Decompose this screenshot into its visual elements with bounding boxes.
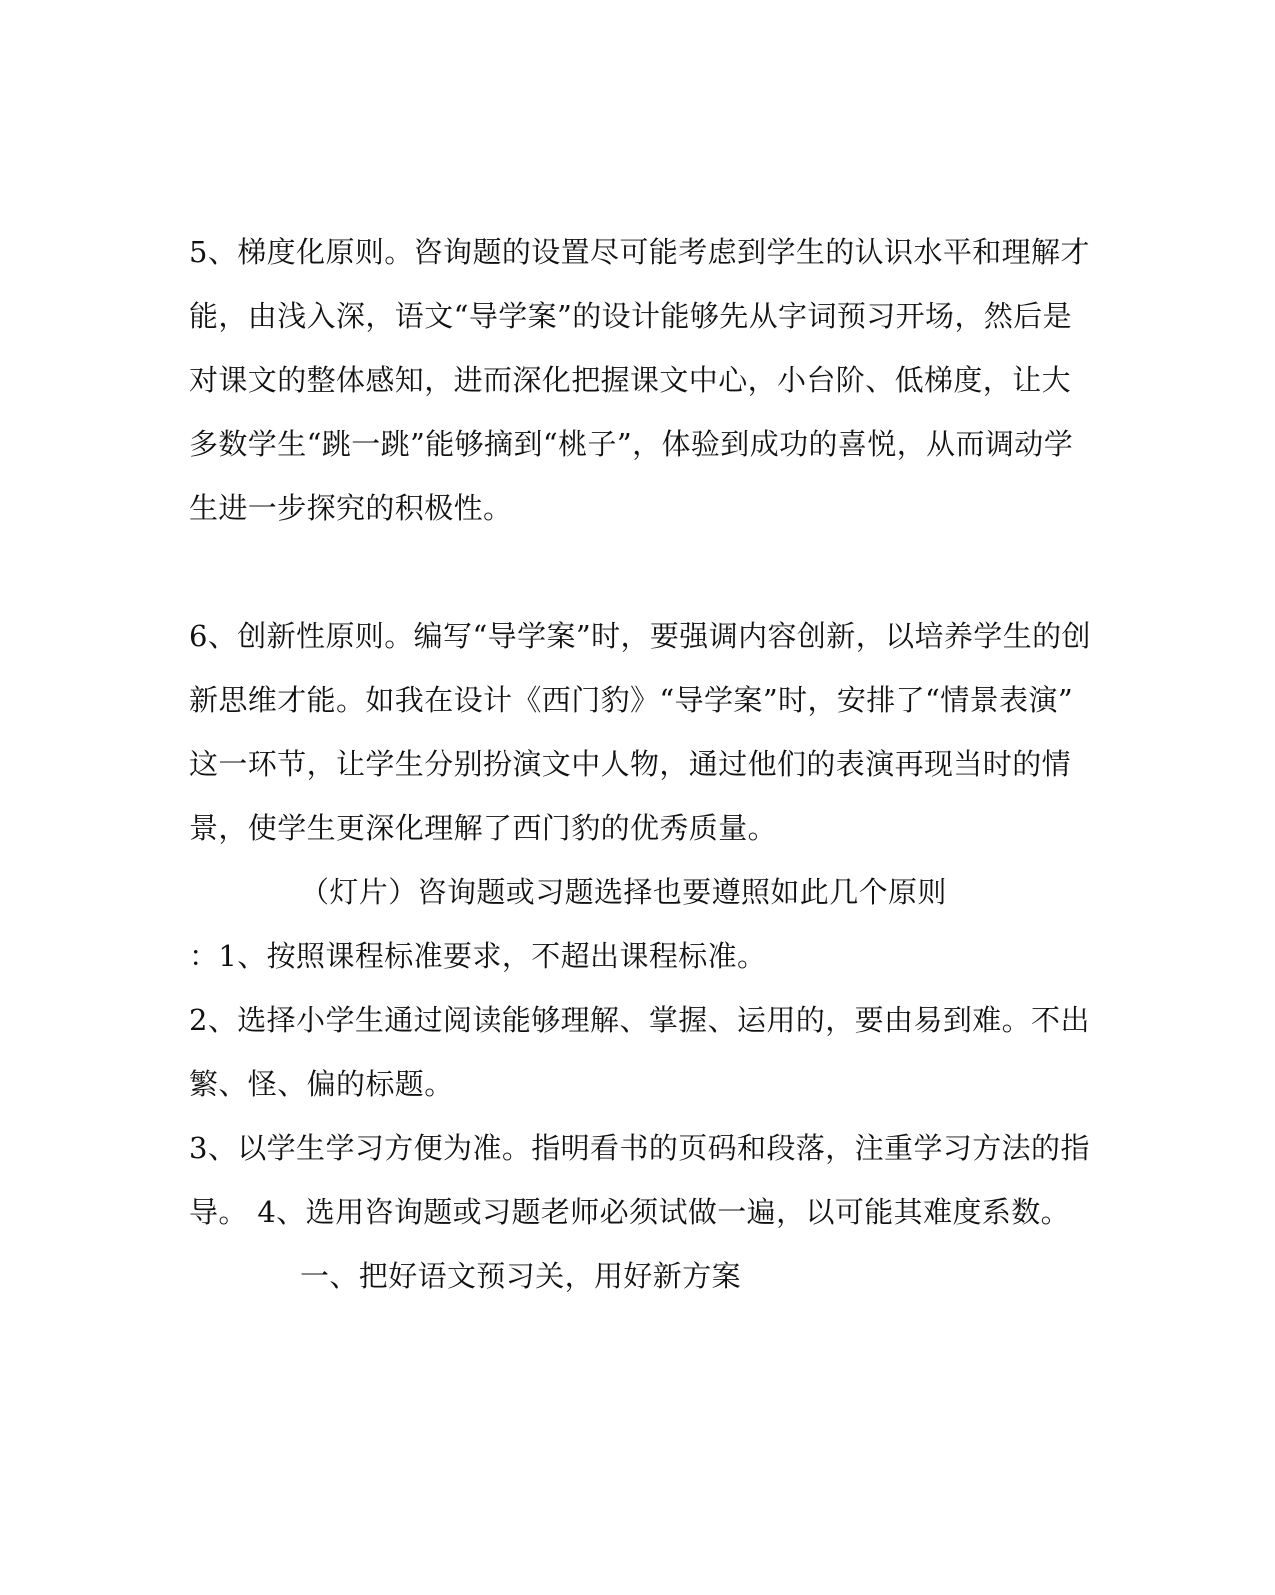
paragraph-6-line-2: 新思维才能。如我在设计《西门豹》“导学案”时，安排了“情景表演” [189, 683, 1074, 717]
paragraph-6-line-3: 这一环节，让学生分别扮演文中人物，通过他们的表演再现当时的情 [189, 747, 1072, 781]
paragraph-5-line-2: 能，由浅入深，语文“导学案”的设计能够先从字词预习开场，然后是 [189, 299, 1073, 333]
rule-line-4: 3、以学生学习方便为准。指明看书的页码和段落，注重学习方法的指 [189, 1131, 1090, 1165]
paragraph-5-line-3: 对课文的整体感知，进而深化把握课文中心，小台阶、低梯度，让大 [189, 363, 1072, 397]
paragraph-5-line-4: 多数学生“跳一跳”能够摘到“桃子”，体验到成功的喜悦，从而调动学 [189, 427, 1074, 461]
rule-line-1: ：1、按照课程标准要求，不超出课程标准。 [189, 939, 767, 973]
rule-line-5: 导。 4、选用咨询题或习题老师必须试做一遍，以可能其难度系数。 [189, 1195, 1071, 1229]
rule-line-3: 繁、怪、偏的标题。 [189, 1067, 454, 1101]
paragraph-5-line-5: 生进一步探究的积极性。 [189, 491, 513, 525]
slide-heading: （灯片）咨询题或习题选择也要遵照如此几个原则 [300, 875, 947, 909]
paragraph-5-line-1: 5、梯度化原则。咨询题的设置尽可能考虑到学生的认识水平和理解才 [189, 235, 1090, 269]
section-heading: 一、把好语文预习关，用好新方案 [300, 1259, 742, 1293]
rule-line-2: 2、选择小学生通过阅读能够理解、掌握、运用的，要由易到难。不出 [189, 1003, 1090, 1037]
paragraph-6-line-1: 6、创新性原则。编写“导学案”时，要强调内容创新，以培养学生的创 [189, 619, 1091, 653]
paragraph-6-line-4: 景，使学生更深化理解了西门豹的优秀质量。 [189, 811, 778, 845]
